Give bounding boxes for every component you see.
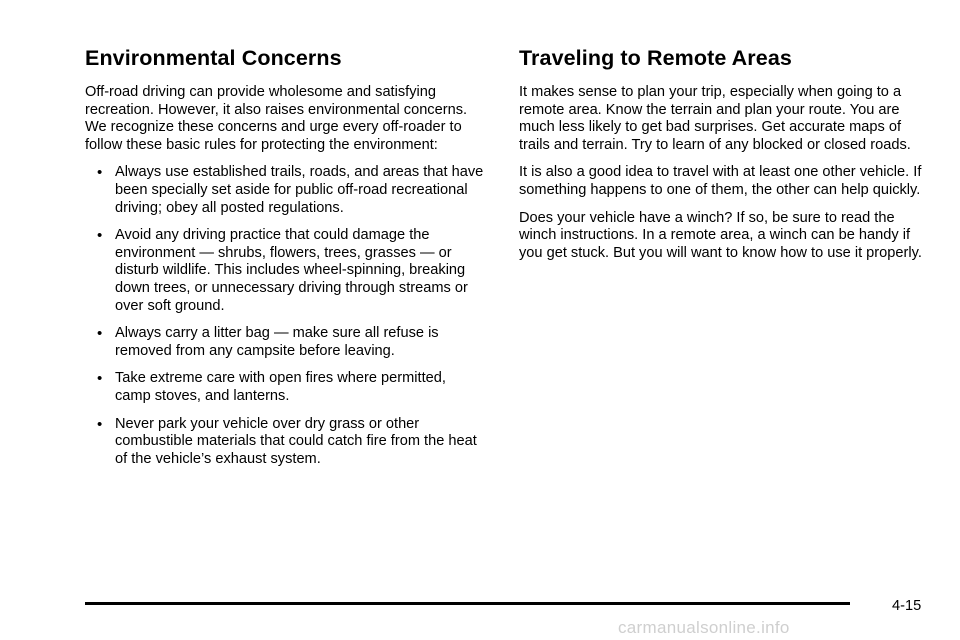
environment-rules-list bbox=[85, 164, 485, 468]
intro-paragraph: Off-road driving can provide wholesome and satisfying recreation. However, it also raises environmental concerns. We recognize these concerns and urge every off-roader to follow these basic rules for protecting the environment: bbox=[85, 84, 468, 153]
bullet-icon: • bbox=[97, 164, 103, 182]
list-item bbox=[97, 164, 485, 217]
paragraph: Does your vehicle have a winch? If so, be sure to read the winch instructions. In a remote area, a winch can be handy if you get stuck. But you will want to know how to use it properly. bbox=[519, 209, 922, 261]
bullet-icon: • bbox=[97, 415, 103, 433]
bullet-icon: • bbox=[97, 325, 103, 343]
section-heading-environmental-concerns: Environmental Concerns bbox=[85, 46, 342, 70]
paragraph: It makes sense to plan your trip, especially when going to a remote area. Know the terrain and plan your route. You are much less likely to get bad surprises. Get accurate maps of trails and terrain. Try to learn of any blocked or closed roads. bbox=[519, 84, 911, 153]
list-item-text: Take extreme care with open fires where permitted, camp stoves, and lanterns. bbox=[115, 370, 446, 404]
list-item-text: Always use established trails, roads, and areas that have been specially set aside for public off-road recreational driving; obey all posted regulations. bbox=[115, 164, 484, 216]
list-item bbox=[97, 325, 485, 360]
remote-areas-section bbox=[519, 46, 929, 272]
paragraph: It is also a good idea to travel with at least one other vehicle. If something happens to one of them, the other can help quickly. bbox=[519, 164, 922, 198]
bullet-icon: • bbox=[97, 370, 103, 388]
list-item bbox=[97, 370, 485, 405]
environmental-concerns-section bbox=[85, 46, 485, 478]
list-item bbox=[97, 416, 485, 469]
list-item-text: Avoid any driving practice that could damage the environment — shrubs, flowers, trees, grasses — or disturb wildlife. This includes wheel-spinning, breaking down trees, or unnecessary driving through streams or over soft ground. bbox=[115, 227, 468, 314]
page-number: 4-15 bbox=[892, 598, 922, 614]
list-item-text: Always carry a litter bag — make sure all refuse is removed from any campsite before leaving. bbox=[115, 325, 439, 359]
watermark: carmanualsonline.info bbox=[618, 618, 790, 637]
bullet-icon: • bbox=[97, 227, 103, 245]
footer-divider bbox=[85, 602, 850, 605]
section-heading-remote-areas: Traveling to Remote Areas bbox=[519, 46, 792, 70]
list-item bbox=[97, 227, 485, 315]
list-item-text: Never park your vehicle over dry grass or other combustible materials that could catch fire from the heat of the vehicle’s exhaust system. bbox=[115, 415, 477, 467]
